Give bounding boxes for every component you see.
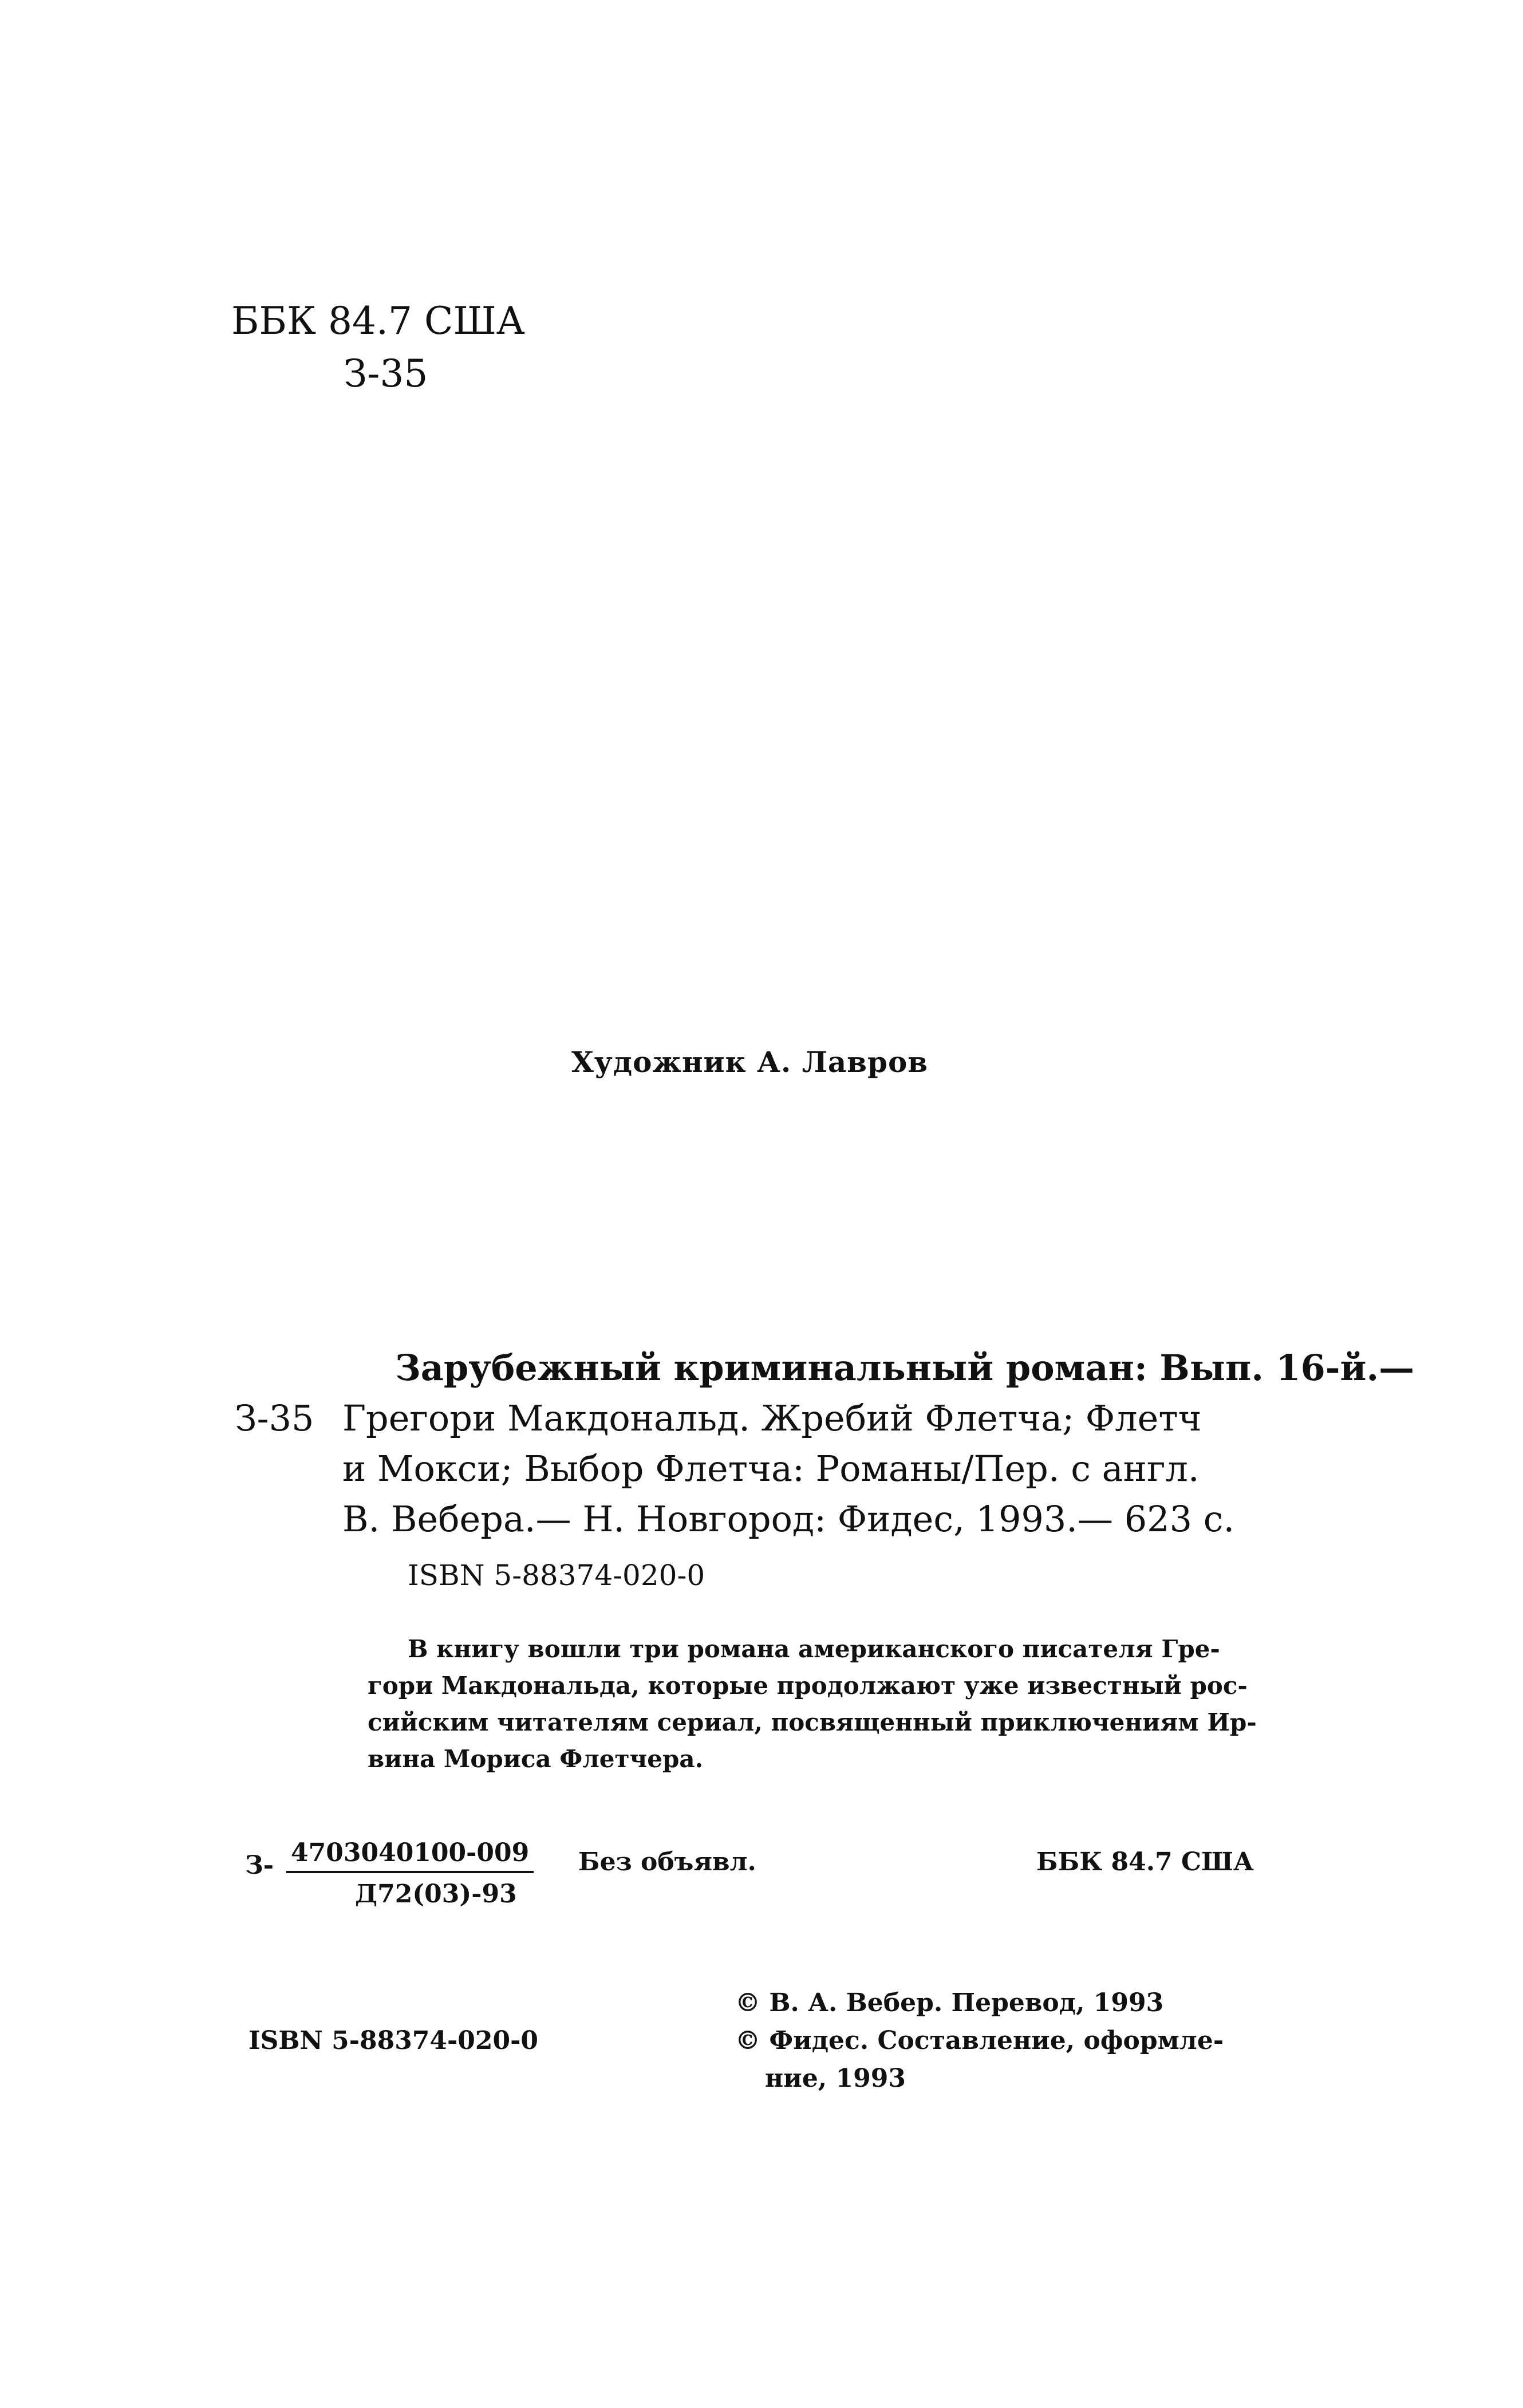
footer-bbk: ББК 84.7 США [1036,1847,1254,1877]
no-announcement: Без объявл. [578,1847,756,1877]
index-fraction [286,1838,534,1873]
catalog-line-4: В. Вебера.— Н. Новгород: Фидес, 1993.— 623 с. [342,1498,1235,1540]
annotation-line-3: сийским читателям сериал, посвященный приключениям Ир- [368,1708,1257,1736]
bbk-code: ББК 84.7 США [231,299,525,343]
entry-isbn: ISBN 5-88374-020-0 [408,1559,705,1592]
annotation-line-4: вина Мориса Флетчера. [368,1745,704,1773]
catalog-line-2: Грегори Макдональд. Жребий Флетча; Флетч [342,1397,1202,1439]
copyright-publisher-cont: ние, 1993 [765,2064,906,2093]
artist-credit: Художник А. Лавров [571,1045,929,1079]
index-denominator: Д72(03)-93 [355,1879,517,1909]
footer-isbn: ISBN 5-88374-020-0 [248,2026,539,2055]
catalog-line-3: и Мокси; Выбор Флетча: Романы/Пер. с англ. [342,1448,1200,1489]
annotation-line-2: гори Макдональда, которые продолжают уже известный рос- [368,1672,1248,1700]
index-prefix: З- [245,1851,274,1880]
annotation-line-1: В книгу вошли три романа американского писателя Гре- [408,1635,1220,1663]
catalog-mark: З-35 [235,1397,314,1439]
copyright-translation: © В. А. Вебер. Перевод, 1993 [735,1988,1164,2017]
index-numerator: 4703040100-009 [286,1838,534,1873]
copyright-publisher: © Фидес. Составление, оформле- [735,2026,1224,2055]
catalog-line-1: Зарубежный криминальный роман: Вып. 16-й.— [395,1347,1415,1389]
author-mark: З-35 [344,352,428,396]
